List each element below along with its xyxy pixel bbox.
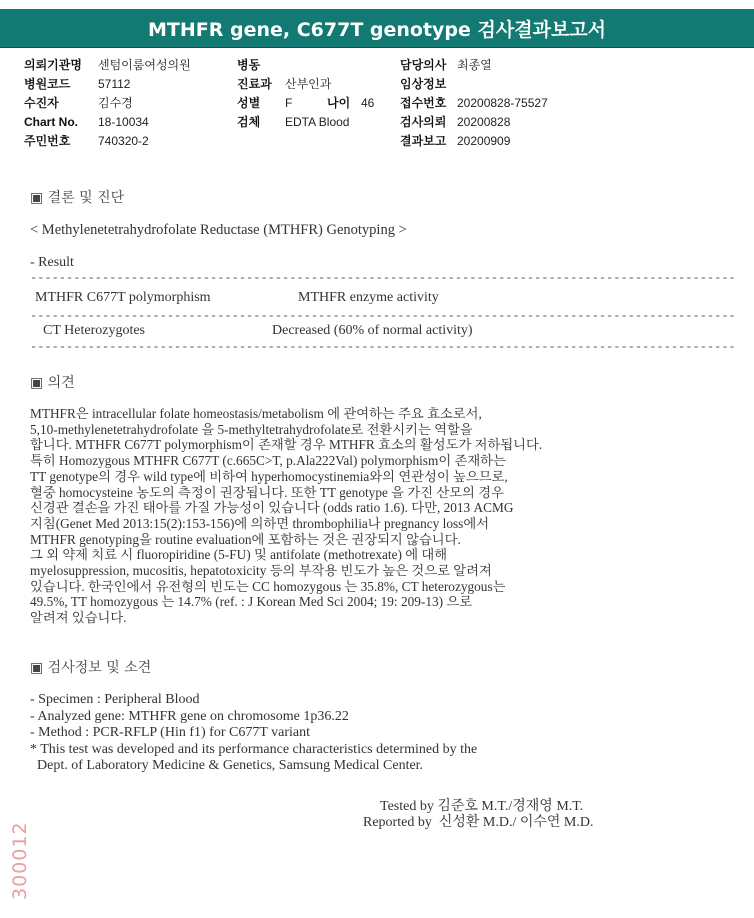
- divider-bottom: --------------------------------------------------------------------------------------------------: [30, 340, 736, 354]
- column-header-enzyme-activity: MTHFR enzyme activity: [298, 290, 439, 305]
- value-receipt-number: 20200828-75527: [457, 95, 548, 110]
- label-clinical-info: 임상정보: [400, 77, 447, 91]
- opinion-line: TT genotype의 경우 wild type에 비하여 hyperhomocystinemia와의 연관성이 높으므로,: [30, 468, 508, 484]
- result-enzyme-activity: Decreased (60% of normal activity): [272, 323, 473, 338]
- test-info-disclaimer-cont: Dept. of Laboratory Medicine & Genetics, Samsung Medical Center.: [30, 758, 424, 773]
- label-result-report: 결과보고: [400, 134, 447, 148]
- opinion-line: 합니다. MTHFR C677T polymorphism이 존재할 경우 MTHFR 효소의 활성도가 저하됩니다.: [30, 437, 543, 453]
- value-resident-number: 740320-2: [98, 133, 149, 148]
- reported-by: Reported by 신성환 M.D./ 이수연 M.D.: [363, 815, 594, 830]
- column-header-polymorphism: MTHFR C677T polymorphism: [35, 290, 211, 305]
- opinion-paragraph: [30, 406, 720, 626]
- test-info-disclaimer: * This test was developed and its performance characteristics determined by the: [30, 741, 478, 757]
- test-info-list: [30, 692, 720, 775]
- test-info-heading: ▣ 검사정보 및 소견: [30, 660, 152, 676]
- label-chart-no: Chart No.: [24, 114, 78, 129]
- opinion-line: 5,10-methylenetetrahydrofolate 을 5-methyltetrahydrofolate로 전환시키는 역할을: [30, 421, 473, 437]
- label-age: 나이: [327, 96, 351, 110]
- opinion-line: 지침(Genet Med 2013:15(2):153-156)에 의하면 thrombophilia나 pregnancy loss에서: [30, 515, 490, 531]
- value-hospital-code: 57112: [98, 76, 131, 91]
- test-info-method: - Method : PCR-RFLP (Hin f1) for C677T variant: [30, 725, 310, 740]
- value-specimen: EDTA Blood: [285, 114, 350, 129]
- opinion-line: 특히 Homozygous MTHFR C677T (c.665C>T, p.Ala222Val) polymorphism이 존재하는: [30, 453, 506, 469]
- value-result-report: 20200909: [457, 133, 511, 148]
- value-department: 산부인과: [285, 77, 332, 91]
- opinion-line: 49.5%, TT homozygous 는 14.7% (ref. : J Korean Med Sci 2004; 19: 209-13) 으로: [30, 594, 473, 610]
- opinion-line: 알려져 있습니다.: [30, 610, 127, 626]
- tested-by: Tested by 김준호 M.T./경재영 M.T.: [380, 799, 584, 814]
- report-title: MTHFR gene, C677T genotype 검사결과보고서: [147, 18, 607, 41]
- label-receipt-number: 접수번호: [400, 96, 447, 110]
- document-stamp: [4, 812, 34, 902]
- info-column-1: [24, 55, 191, 150]
- test-info-specimen: - Specimen : Peripheral Blood: [30, 692, 200, 707]
- result-genotype: CT Heterozygotes: [43, 323, 145, 338]
- label-requesting-institution: 의뢰기관명: [24, 58, 82, 72]
- opinion-line: 신경관 결손을 가진 태아를 가질 가능성이 있습니다 (odds ratio 1.6). 다만, 2013 ACMG: [30, 500, 514, 516]
- genotyping-subtitle: < Methylenetetrahydrofolate Reductase (MTHFR) Genotyping >: [30, 222, 407, 238]
- opinion-line: myelosuppression, mucositis, hepatotoxicity 등의 부작용 빈도가 높은 것으로 알려져: [30, 563, 492, 579]
- label-sex: 성별: [237, 96, 261, 110]
- value-sex: F: [285, 95, 293, 110]
- value-test-request: 20200828: [457, 114, 511, 129]
- opinion-line: 혈중 homocysteine 농도의 측정이 권장됩니다. 또한 TT genotype 을 가진 산모의 경우: [30, 484, 504, 500]
- value-chart-no: 18-10034: [98, 114, 149, 129]
- info-column-3: [400, 55, 548, 150]
- opinion-line: MTHFR genotyping을 routine evaluation에 포함하는 것은 권장되지 않습니다.: [30, 531, 461, 547]
- value-age: 46: [361, 95, 375, 110]
- label-ward: 병동: [237, 58, 261, 72]
- label-specimen: 검체: [237, 115, 261, 129]
- label-physician: 담당의사: [400, 58, 447, 72]
- label-resident-number: 주민번호: [24, 134, 71, 148]
- stamp-number: 300012: [9, 821, 31, 900]
- value-physician: 최종열: [457, 58, 492, 72]
- opinion-line: 그 외 약제 치료 시 fluoropiridine (5-FU) 및 antifolate (methotrexate) 에 대해: [30, 547, 448, 563]
- result-label: - Result: [30, 255, 74, 270]
- label-department: 진료과: [237, 77, 272, 91]
- label-hospital-code: 병원코드: [24, 77, 71, 91]
- test-info-gene: - Analyzed gene: MTHFR gene on chromosome 1p36.22: [30, 708, 349, 724]
- label-test-request: 검사의뢰: [400, 115, 447, 129]
- divider-middle: --------------------------------------------------------------------------------------------------: [30, 309, 736, 323]
- value-requesting-institution: 센텀이룸여성의원: [98, 58, 191, 72]
- value-patient: 김수경: [98, 96, 133, 110]
- conclusion-heading: ▣ 결론 및 진단: [30, 190, 125, 206]
- opinion-heading: ▣ 의견: [30, 375, 75, 391]
- label-patient: 수진자: [24, 96, 59, 110]
- opinion-line: 있습니다. 한국인에서 유전형의 빈도는 CC homozygous 는 35.8%, CT heterozygous는: [30, 578, 506, 594]
- report-title-bar: [0, 9, 754, 48]
- divider-top: --------------------------------------------------------------------------------------------------: [30, 271, 736, 285]
- opinion-line: MTHFR은 intracellular folate homeostasis/metabolism 에 관여하는 주요 효소로서,: [30, 406, 482, 421]
- info-column-2: [237, 55, 374, 131]
